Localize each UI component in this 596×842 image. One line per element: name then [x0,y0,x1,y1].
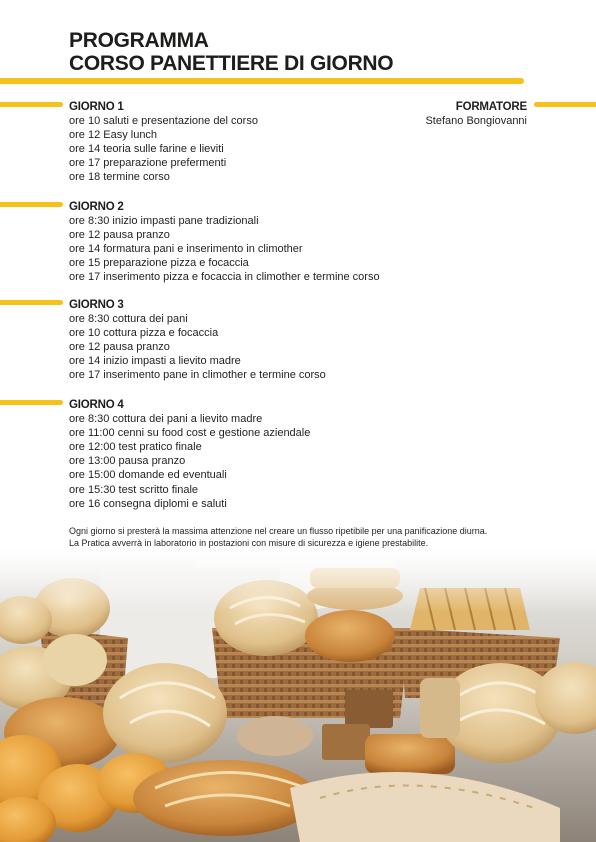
schedule-line: ore 17 inserimento pane in climother e termine corso [69,369,326,382]
trainer-heading: FORMATORE [455,101,527,113]
schedule-line: ore 15:00 domande ed eventuali [69,469,227,482]
course-note-line-2: La Pratica avverrà in laboratorio in postazioni con misure di sicurezza e igiene prestabilite. [69,538,429,548]
day-3-accent-bar [0,300,63,305]
day-1-heading: GIORNO 1 [69,101,124,113]
day-1-schedule [69,100,258,185]
day-4-heading: GIORNO 4 [69,399,124,411]
trainer-accent-bar [534,102,596,107]
schedule-line: ore 10 saluti e presentazione del corso [69,115,258,128]
day-2-heading: GIORNO 2 [69,201,124,213]
schedule-line: ore 12 pausa pranzo [69,341,170,354]
schedule-line: ore 8:30 inizio impasti pane tradizionali [69,215,259,228]
schedule-line: ore 8:30 cottura dei pani [69,313,188,326]
schedule-line: ore 12 pausa pranzo [69,229,170,242]
day-2-accent-bar [0,202,63,207]
schedule-line: ore 14 formatura pani e inserimento in climother [69,243,303,256]
schedule-line: ore 15:30 test scritto finale [69,483,199,496]
day-4-schedule [69,398,310,511]
page-title-line-1: PROGRAMMA [69,29,209,52]
day-3-heading: GIORNO 3 [69,299,124,311]
page-title-line-2: CORSO PANETTIERE DI GIORNO [69,52,394,75]
schedule-line: ore 17 inserimento pizza e focaccia in climother e termine corso [69,271,380,284]
schedule-line: ore 17 preparazione prefermenti [69,157,227,170]
schedule-line: ore 12:00 test pratico finale [69,441,202,454]
day-3-schedule [69,298,326,383]
bread-assortment-photo [0,548,596,842]
course-note [69,525,487,549]
schedule-line: ore 14 teoria sulle farine e lieviti [69,143,224,156]
schedule-line: ore 13:00 pausa pranzo [69,455,186,468]
trainer-block [425,100,527,128]
schedule-line: ore 11:00 cenni su food cost e gestione aziendale [69,427,311,440]
schedule-line: ore 10 cottura pizza e focaccia [69,327,219,340]
title-underline-bar [0,78,524,84]
page-title [69,29,393,75]
schedule-line: ore 15 preparazione pizza e focaccia [69,257,249,270]
course-note-line-1: Ogni giorno si presterà la massima attenzione nel creare un flusso ripetibile per una panificazione diurna. [69,526,488,536]
schedule-line: ore 8:30 cottura dei pani a lievito madre [69,413,263,426]
schedule-line: ore 16 consegna diplomi e saluti [69,497,227,510]
schedule-line: ore 12 Easy lunch [69,129,158,142]
day-1-accent-bar [0,102,63,107]
schedule-line: ore 14 inizio impasti a lievito madre [69,355,241,368]
day-2-schedule [69,200,380,285]
trainer-name: Stefano Bongiovanni [425,115,527,128]
day-4-accent-bar [0,400,63,405]
schedule-line: ore 18 termine corso [69,171,170,184]
